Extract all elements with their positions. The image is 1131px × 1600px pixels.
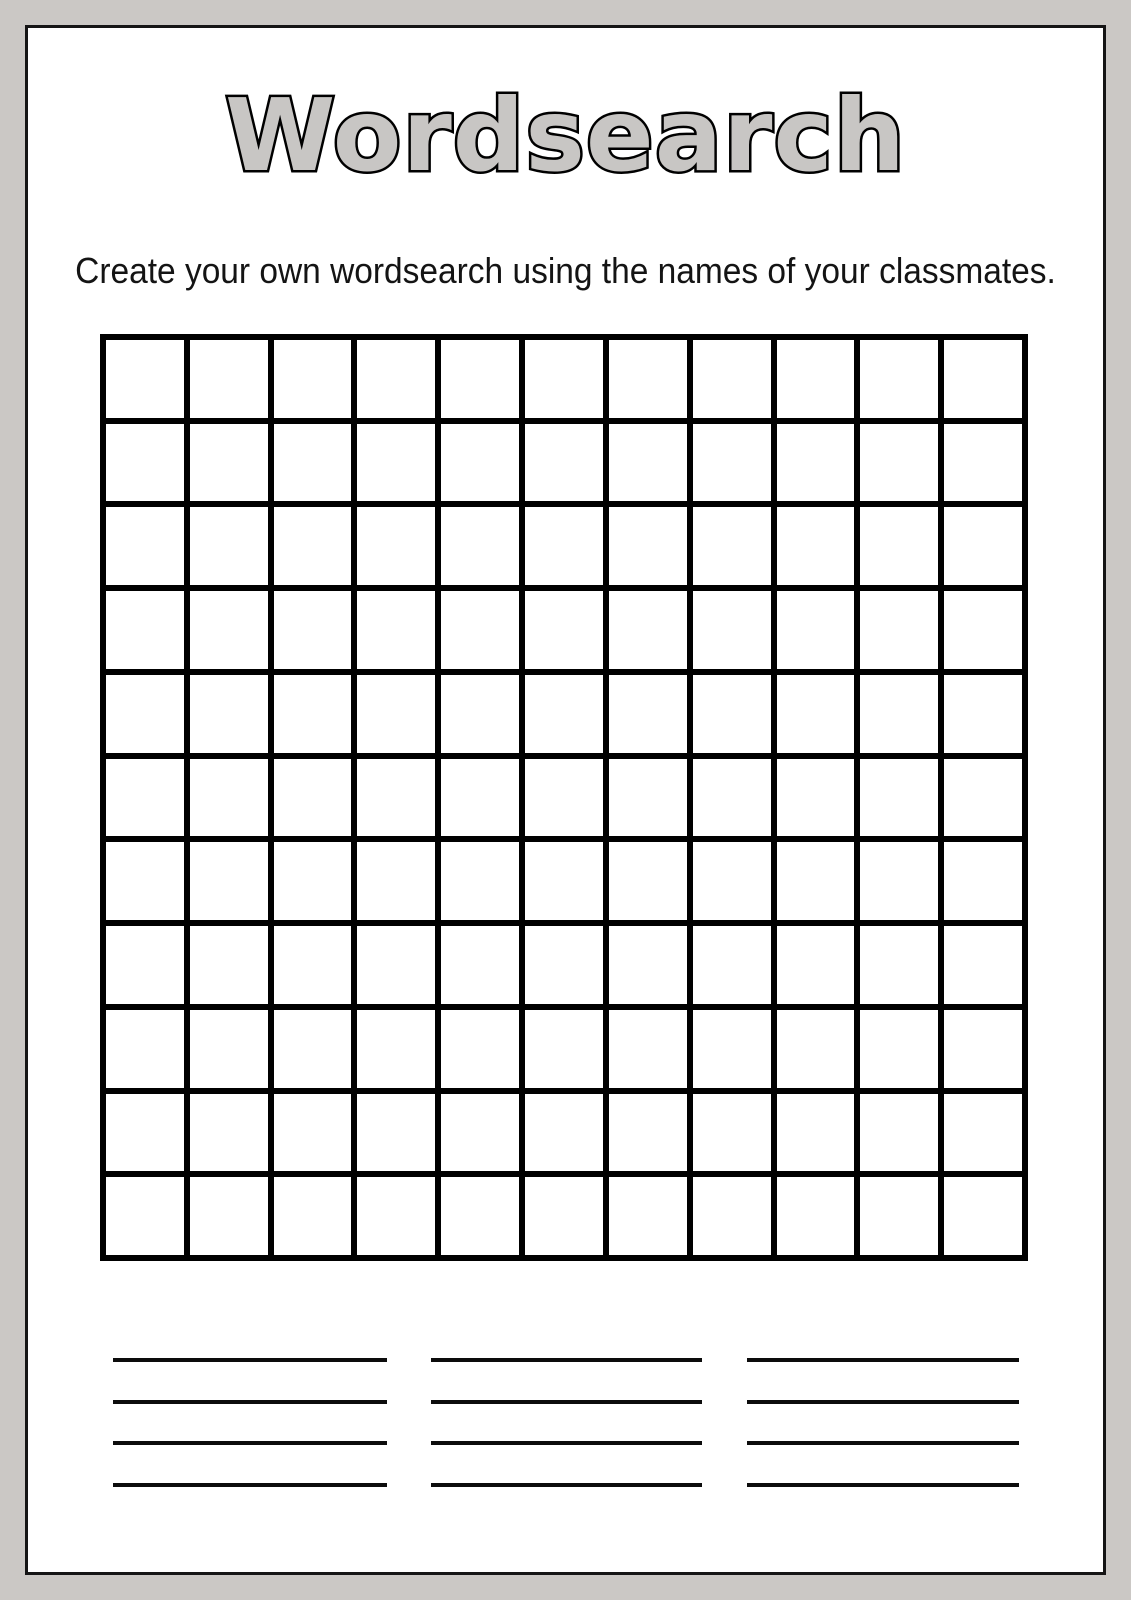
grid-cell — [190, 1094, 268, 1172]
grid-cell — [609, 591, 687, 669]
grid-cell — [525, 507, 603, 585]
grid-cell — [777, 507, 855, 585]
grid-cell — [860, 759, 938, 837]
grid-cell — [525, 759, 603, 837]
grid-cell — [190, 1010, 268, 1088]
answer-line — [431, 1358, 702, 1362]
grid-cell — [441, 675, 519, 753]
grid-cell — [693, 759, 771, 837]
answer-line — [113, 1358, 387, 1362]
grid-cell — [190, 675, 268, 753]
grid-cell — [106, 591, 184, 669]
grid-cell — [693, 842, 771, 920]
grid-cell — [777, 1094, 855, 1172]
grid-cell — [944, 759, 1022, 837]
grid-cell — [190, 507, 268, 585]
grid-cell — [777, 842, 855, 920]
grid-cell — [609, 507, 687, 585]
grid-cell — [441, 340, 519, 418]
grid-cell — [944, 340, 1022, 418]
answer-lines-column-2 — [431, 1358, 702, 1524]
answer-line — [113, 1441, 387, 1445]
grid-cell — [274, 507, 352, 585]
grid-cell — [274, 675, 352, 753]
grid-cell — [609, 926, 687, 1004]
grid-cell — [274, 759, 352, 837]
grid-cell — [525, 926, 603, 1004]
grid-cell — [609, 842, 687, 920]
grid-cell — [357, 842, 435, 920]
answer-line — [747, 1400, 1019, 1404]
grid-cell — [944, 424, 1022, 502]
grid-cell — [860, 926, 938, 1004]
grid-cell — [609, 1094, 687, 1172]
grid-cell — [777, 926, 855, 1004]
grid-cell — [525, 842, 603, 920]
wordsearch-grid — [100, 334, 1028, 1261]
grid-cell — [106, 507, 184, 585]
grid-cell — [441, 1094, 519, 1172]
grid-cell — [441, 1010, 519, 1088]
grid-cell — [693, 591, 771, 669]
grid-cell — [860, 507, 938, 585]
grid-cell — [525, 1094, 603, 1172]
grid-cell — [609, 424, 687, 502]
grid-cell — [106, 1094, 184, 1172]
grid-cell — [693, 1010, 771, 1088]
worksheet-page — [25, 25, 1106, 1575]
grid-cell — [693, 340, 771, 418]
grid-cell — [190, 759, 268, 837]
grid-cell — [357, 340, 435, 418]
grid-cell — [441, 591, 519, 669]
answer-lines-column-1 — [113, 1358, 387, 1524]
grid-cell — [106, 926, 184, 1004]
grid-cell — [525, 1010, 603, 1088]
grid-cell — [441, 759, 519, 837]
grid-cell — [274, 842, 352, 920]
grid-cell — [860, 591, 938, 669]
grid-cell — [609, 675, 687, 753]
grid-cell — [190, 340, 268, 418]
grid-cell — [693, 926, 771, 1004]
answer-line — [113, 1400, 387, 1404]
grid-cell — [190, 424, 268, 502]
grid-cell — [777, 1010, 855, 1088]
grid-cell — [860, 424, 938, 502]
grid-cell — [777, 424, 855, 502]
grid-cell — [944, 1177, 1022, 1255]
answer-line — [431, 1483, 702, 1487]
grid-cell — [106, 842, 184, 920]
grid-cell — [525, 675, 603, 753]
page-title: Wordsearch — [225, 77, 906, 194]
grid-cell — [860, 1010, 938, 1088]
grid-cell — [777, 591, 855, 669]
grid-cell — [944, 1010, 1022, 1088]
answer-line — [747, 1358, 1019, 1362]
grid-cell — [777, 675, 855, 753]
grid-cell — [441, 507, 519, 585]
answer-line — [113, 1483, 387, 1487]
grid-cell — [190, 591, 268, 669]
answer-line — [431, 1400, 702, 1404]
grid-cell — [441, 1177, 519, 1255]
grid-cell — [777, 1177, 855, 1255]
grid-cell — [693, 424, 771, 502]
grid-cell — [106, 340, 184, 418]
grid-cell — [106, 675, 184, 753]
grid-cell — [357, 1094, 435, 1172]
grid-cell — [357, 759, 435, 837]
grid-cell — [357, 424, 435, 502]
grid-cell — [357, 591, 435, 669]
grid-cell — [106, 759, 184, 837]
grid-cell — [609, 1010, 687, 1088]
grid-cell — [860, 1094, 938, 1172]
grid-cell — [274, 1010, 352, 1088]
grid-cell — [609, 1177, 687, 1255]
grid-cell — [693, 507, 771, 585]
grid-cell — [944, 1094, 1022, 1172]
grid-cell — [106, 424, 184, 502]
grid-cell — [609, 759, 687, 837]
grid-cell — [693, 1094, 771, 1172]
grid-cell — [777, 759, 855, 837]
grid-cell — [525, 591, 603, 669]
grid-cell — [441, 926, 519, 1004]
grid-cell — [357, 926, 435, 1004]
grid-cell — [441, 842, 519, 920]
grid-cell — [357, 1010, 435, 1088]
grid-cell — [106, 1010, 184, 1088]
grid-cell — [106, 1177, 184, 1255]
grid-cell — [274, 1094, 352, 1172]
grid-cell — [944, 591, 1022, 669]
grid-cell — [860, 842, 938, 920]
grid-cell — [525, 340, 603, 418]
answer-lines-column-3 — [747, 1358, 1019, 1524]
answer-line — [747, 1441, 1019, 1445]
grid-cell — [357, 675, 435, 753]
grid-cell — [190, 842, 268, 920]
grid-cell — [274, 1177, 352, 1255]
instruction-text: Create your own wordsearch using the names of your classmates. — [75, 250, 1056, 291]
answer-line — [431, 1441, 702, 1445]
grid-cell — [944, 675, 1022, 753]
grid-cell — [357, 1177, 435, 1255]
grid-cell — [441, 424, 519, 502]
grid-cell — [274, 591, 352, 669]
grid-cell — [693, 675, 771, 753]
grid-cell — [693, 1177, 771, 1255]
grid-cell — [944, 507, 1022, 585]
grid-cell — [274, 424, 352, 502]
grid-cell — [190, 926, 268, 1004]
grid-cell — [525, 424, 603, 502]
grid-cell — [944, 842, 1022, 920]
grid-cell — [860, 340, 938, 418]
grid-cell — [609, 340, 687, 418]
grid-cell — [190, 1177, 268, 1255]
grid-cell — [777, 340, 855, 418]
grid-cell — [274, 926, 352, 1004]
grid-cell — [357, 507, 435, 585]
grid-cell — [944, 926, 1022, 1004]
answer-line — [747, 1483, 1019, 1487]
grid-cell — [525, 1177, 603, 1255]
grid-cell — [274, 340, 352, 418]
grid-cell — [860, 1177, 938, 1255]
grid-cell — [860, 675, 938, 753]
